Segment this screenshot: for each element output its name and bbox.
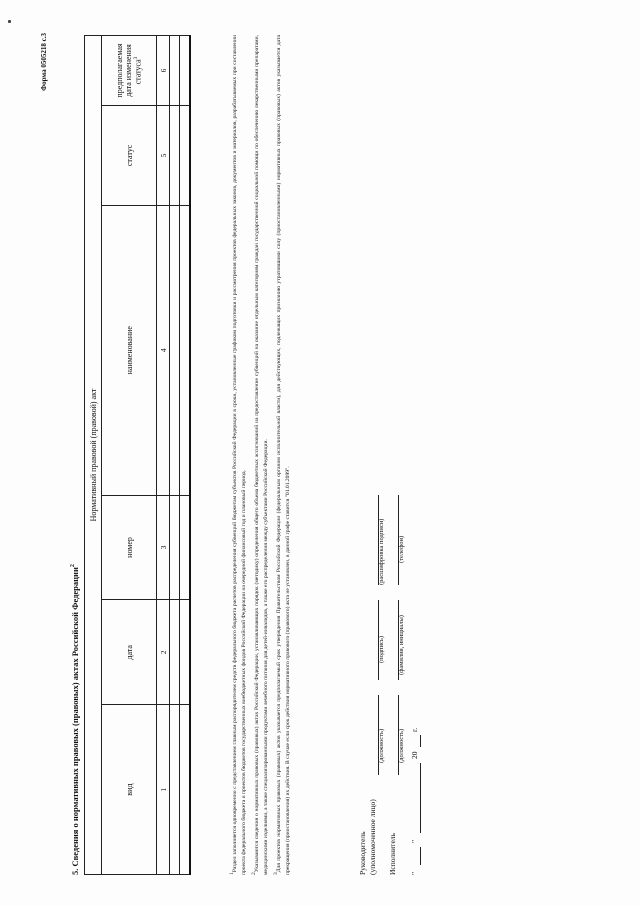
column-header-label: номер <box>124 537 134 558</box>
footnote <box>272 35 294 875</box>
group-header: Нормативный правовой (правовой) акт <box>85 36 102 875</box>
column-header <box>102 495 157 600</box>
date-close-quote: " <box>410 839 419 843</box>
footnote <box>250 35 272 875</box>
column-header-label: наименование <box>124 326 134 375</box>
table-row <box>170 36 180 875</box>
caption-executor-phone: (телефон) <box>398 535 405 563</box>
column-number: 5 <box>157 106 170 206</box>
column-header <box>102 705 157 875</box>
date-month-line <box>410 763 421 833</box>
head-label: Руководитель <box>358 831 367 875</box>
footnote-marker: 2 <box>250 872 257 875</box>
footnotes <box>228 35 294 875</box>
footnote-marker: 1 <box>229 872 235 875</box>
column-header-footnote: 3 <box>133 56 140 60</box>
caption-executor-name: (фамилия, инициалы) <box>398 615 405 675</box>
footnote-text: Указываются сведения о нормативных правовых (правовых) актах Российской Федерации, устанавливающих порядок (методику) определения общего объема бюджетных ассигнований на предоставление субвенций на оказание отдельным категориям граждан государственной социальной помощи по обеспечению лекарственными препаратами, медицинскими изделиями, а также специализированными продуктами лечебного питания для детей-инвалидов, а также его распределения между субъектами Российской Федерации. <box>253 35 270 875</box>
date-year-line <box>410 735 421 747</box>
footnote-text: Для проектов нормативных правовых (правовых) актов указывается предполагаемый срок утверждения Правительством Российской Федерации (федеральным органом исполнительной власти), для действующих, подлежащих признанию утратившими силу (приостановленными) нормативных правовых (правовых) актов указывается дата прекращения (приостановления) их действия. В случае если срок действия нормативного правового (правового) акта не установлен, в данной графе ставится "01.01.2099". <box>275 35 292 875</box>
section-title-footnote: 2 <box>70 564 77 568</box>
table-row <box>180 36 191 875</box>
date-line <box>410 475 424 875</box>
column-number: 4 <box>157 205 170 495</box>
date-year-prefix: 20 <box>410 751 419 759</box>
caption-signature: (подпись) <box>378 636 385 663</box>
column-header-label: предполагаемая дата изменения статуса <box>115 43 143 98</box>
date-day-line <box>410 847 421 865</box>
section-title-text: 5. Сведения о нормативных правовых (правовых) актах Российской Федерации <box>70 567 80 875</box>
column-header-label: дата <box>124 645 134 660</box>
column-number: 1 <box>157 705 170 875</box>
column-number: 2 <box>157 600 170 705</box>
column-header <box>102 600 157 705</box>
acts-table <box>84 35 191 875</box>
column-number: 6 <box>157 36 170 106</box>
executor-label: Исполнитель <box>388 833 397 875</box>
form-id: Форма 0505218 с.3 <box>40 33 48 91</box>
head-sublabel: (уполномоченное лицо) <box>368 799 377 875</box>
section-title <box>70 564 80 875</box>
column-header <box>102 205 157 495</box>
caption-signature-decoding: (расшифровка подписи) <box>378 518 385 585</box>
rotated-form <box>40 25 600 875</box>
caption-executor-position: (должность) <box>398 728 405 763</box>
footnote <box>228 35 250 875</box>
date-open-quote: " <box>410 871 419 875</box>
corner-mark <box>8 20 11 23</box>
footnote-text: Раздел заполняется одновременно с представлением главным распорядителем средств федерального бюджета расчетов распределения субвенций бюджетам субъектов Российской Федерации в сроки, установленные графиком подготовки и рассмотрения проектов федеральных законов, документов и материалов, разрабатываемых при составлении проекта федерального бюджета и проектов бюджетов государственных внебюджетных фондов Российской Федерации на очередной финансовый год и плановый период. <box>231 35 248 875</box>
column-header <box>102 106 157 206</box>
date-year-suffix: г. <box>410 727 419 732</box>
column-header-label: вид <box>124 783 134 796</box>
column-number: 3 <box>157 495 170 600</box>
signature-block <box>358 475 424 875</box>
caption-position: (должность) <box>378 728 385 763</box>
column-header <box>102 36 157 106</box>
column-header-label: статус <box>124 144 134 167</box>
footnote-marker: 3 <box>272 872 279 875</box>
